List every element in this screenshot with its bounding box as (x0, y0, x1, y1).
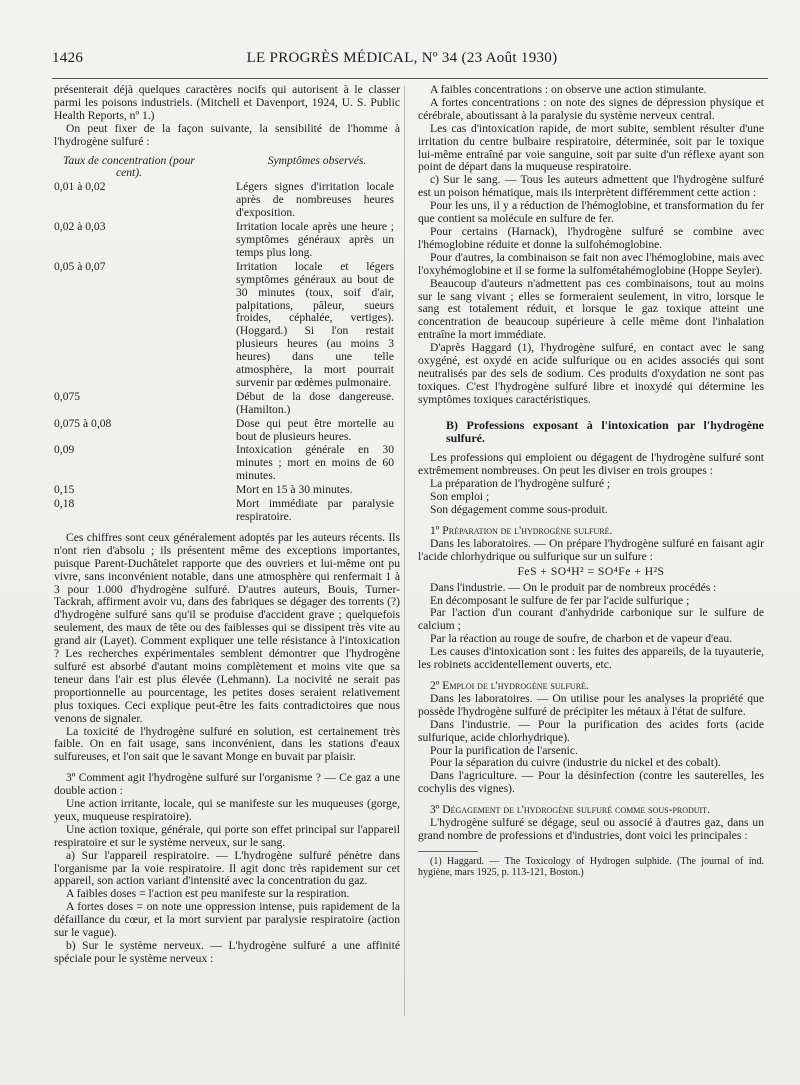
paragraph-fortes-doses: A fortes doses = on note une oppression intense, puis rapidement de la défaillance du cœur, et la mort survient par paralysie respiratoire (action sur le vague). (54, 900, 400, 940)
list-item: Son dégagement comme sous-produit. (430, 503, 608, 517)
symptoms-cell: Irritation locale après une heure ; symptômes généraux après un temps plus long. (236, 220, 394, 259)
symptoms-cell: Intoxication générale en 30 minutes ; mort en moins de 60 minutes. (236, 443, 394, 483)
table-header-concentration: Taux de concentration (pour cent). (63, 153, 195, 180)
table-header-symptoms: Symptômes observés. (267, 153, 367, 167)
table-row (54, 181, 400, 220)
paragraph-seul: L'hydrogène sulfuré se dégage, seul ou associé à d'autres gaz, dans un grand nombre de professions et d'industries, dont voici les principales : (418, 816, 764, 842)
paragraph-faibles-conc: A faibles concentrations : on observe une action stimulante. (430, 83, 707, 96)
paragraph-intro: présenterait déjà quelques caractères nocifs qui autorisent à le classer parmi les poisons industriels. (Mitchell et Davenport, 1924, U. S. Public Health Reports, nº 1.) (54, 83, 400, 122)
table-row (54, 221, 400, 260)
paragraph-arsenic: Pour la purification de l'arsenic. (430, 743, 578, 757)
column-divider (404, 86, 405, 1016)
paragraph-uns: Pour les uns, il y a réduction de l'hémoglobine, et transformation du fer que contient sa molécule en sulfure de fer. (418, 199, 764, 226)
page-number: 1426 (52, 50, 84, 66)
paragraph-agriculture: Dans l'agriculture. — Pour la désinfection (contre les sauterelles, les cochylis des vignes). (418, 769, 764, 796)
list-item: La préparation de l'hydrogène sulfuré ; (430, 477, 611, 491)
paragraph-beaucoup: Beaucoup d'auteurs n'admettent pas ces combinaisons, tout au moins sur le sang vivant ; elles se formeraient seulement, in vitro, lorsque le sang est totalement réduit, et lorsque le gaz toxique atteint une concentration de beaucoup supérieure à celle même dont l'inhalation entraîne la mort immédiate. (418, 276, 764, 342)
paragraph-respiratoire: a) Sur l'appareil respiratoire. — L'hydrogène sulfuré pénètre dans l'organisme par la voie respiratoire. Il agit donc très rapidement sur cet appareil, son action variant d'intensité avec la concentration du gaz. (54, 848, 400, 888)
concentration-cell: 0,01 à 0,02 (54, 180, 106, 194)
toxicity-table (54, 181, 400, 524)
paragraph-sang: c) Sur le sang. — Tous les auteurs admettent que l'hydrogène sulfuré est un poison hématique, mais ils interprètent différemment cette action : (418, 173, 764, 200)
journal-title: LE PROGRÈS MÉDICAL, Nº 34 (23 Août 1930) (246, 50, 558, 66)
table-row (54, 498, 400, 524)
paragraph-causes: Les causes d'intoxication sont : les fuites des appareils, de la tuyauterie, les robinets accidentellement ouverts, etc. (418, 645, 764, 672)
paragraph-fortes-conc: A fortes concentrations : on note des signes de dépression physique et cérébrale, aboutissant à la paralysie du système nerveux central. (418, 95, 764, 122)
table-row (54, 444, 400, 483)
section-heading-3: 3º Comment agit l'hydrogène sulfuré sur l'organisme ? — Ce gaz a une double action : (54, 771, 400, 798)
symptoms-cell: Mort en 15 à 30 minutes. (236, 483, 353, 497)
left-column (54, 84, 400, 966)
table-header (54, 155, 400, 181)
paragraph-irritante: Une action irritante, locale, qui se manifeste sur les muqueuses (gorge, yeux, muqueuse respiratoire). (54, 797, 400, 823)
paragraph-anhydride: Par l'action d'un courant d'anhydride carbonique sur le sulfure de calcium ; (418, 606, 764, 633)
section-heading-b: B) Professions exposant à l'intoxication par l'hydrogène sulfuré. (446, 417, 764, 445)
paragraph-toxicite: La toxicité de l'hydrogène sulfuré en solution, est certainement très faible. On en fait usage, sans inconvénient, dans les stations d'eaux sulfureuses, et l'on sait que le savant Monge en buvait par plaisir. (54, 724, 400, 764)
heading-degagement: 3º Dégagement de l'hydrogène sulfuré comme sous-produit. (430, 803, 711, 817)
list-item: Son emploi ; (430, 490, 490, 504)
header-rule (52, 78, 768, 79)
right-column (418, 84, 764, 879)
paragraph-systeme-nerveux: b) Sur le système nerveux. — L'hydrogène sulfuré a une affinité spéciale pour le système nerveux : (54, 939, 400, 965)
table-row (54, 261, 400, 390)
symptoms-cell: Mort immédiate par paralysie respiratoire. (236, 497, 394, 523)
paragraph-autres: Pour d'autres, la combinaison se fait non avec l'hémoglobine, mais avec l'oxyhémoglobine et il se forme la sulfométahémoglobine (Hoppe Seyler). (418, 250, 764, 277)
concentration-cell: 0,15 (54, 483, 75, 497)
table-row (54, 484, 400, 497)
table-row (54, 418, 400, 444)
symptoms-cell: Début de la dose dangereuse. (Hamilton.) (236, 389, 394, 416)
symptoms-cell: Irritation locale et légers symptômes généraux au bout de 30 minutes (toux, soif d'air, palpitations, pâleur, sueurs froides, céphalée, vertiges). (Hoggard.) Si l'on restait plusieurs heures (au moins 3 heures) dans une telle atmosphère, la mort pourrait survenir par œdèmes pulmonaire. (236, 259, 394, 389)
paragraph-laboratoires: Dans les laboratoires. — On prépare l'hydrogène sulfuré en faisant agir l'acide chlorhydrique ou sulfurique sur un sulfure : (418, 536, 764, 563)
table-row (54, 391, 400, 417)
concentration-cell: 0,075 (54, 389, 81, 403)
paragraph-cas: Les cas d'intoxication rapide, de mort subite, semblent résulter d'une irritation du centre bulbaire respiratoire, déterminée, soit par le toxique lui-même entraîné par voie sanguine, soit par suite d'un réflexe ayant son point de départ dans la muqueuse respiratoire. (418, 121, 764, 174)
paragraph-soufre: Par la réaction au rouge de soufre, de charbon et de vapeur d'eau. (430, 632, 733, 646)
paragraph-toxique: Une action toxique, générale, qui porte son effet principal sur l'appareil respiratoire et sur le système nerveux, sur le sang. (54, 822, 400, 849)
concentration-cell: 0,05 à 0,07 (54, 259, 106, 273)
paragraph-industrie-2: Dans l'industrie. — Pour la purification des acides forts (acide sulfurique, acide chlorhydrique). (418, 717, 764, 744)
chemical-formula: FeS + SO⁴H² = SO⁴Fe + H²S (517, 564, 665, 578)
paragraph-haggard: D'après Haggard (1), l'hydrogène sulfuré, en contact avec le sang oxygéné, est oxydé en acide sulfurique ou en acides associés qui sont neutralisés par des sels de sodium. Ces produits d'oxydation ne sont pas toxiques. C'est l'hydrogène sulfuré libre et inoxydé qui détermine les symptômes toxiques caractéristiques. (418, 341, 764, 406)
concentration-cell: 0,02 à 0,03 (54, 220, 106, 234)
heading-emploi: 2º Emploi de l'hydrogène sulfuré. (430, 678, 589, 692)
concentration-cell: 0,075 à 0,08 (54, 416, 112, 430)
paragraph-cuivre: Pour la séparation du cuivre (industrie du nickel et des cobalt). (430, 756, 721, 770)
paragraph-laboratoires-2: Dans les laboratoires. — On utilise pour les analyses la propriété que possède l'hydrogène sulfuré de précipiter les métaux à l'état de sulfure. (418, 691, 764, 718)
paragraph-certains: Pour certains (Harnack), l'hydrogène sulfuré se combine avec l'hémoglobine réduite et donne la sulfohémoglobine. (418, 224, 764, 251)
paragraph-sensitivity: On peut fixer de la façon suivante, la sensibilité de l'homme à l'hydrogène sulfuré : (54, 121, 400, 148)
footnote: (1) Haggard. — The Toxicology of Hydrogen sulphide. (The journal of ind. hygiène, mars 1925, p. 113-121, Boston.) (418, 855, 764, 879)
concentration-cell: 0,18 (54, 497, 75, 511)
running-head (52, 50, 752, 70)
groups-list (418, 478, 764, 517)
paragraph-decomposant: En décomposant le sulfure de fer par l'acide sulfurique ; (430, 593, 690, 607)
paragraph-chiffres: Ces chiffres sont ceux généralement adoptés par les auteurs récents. Ils n'ont rien d'absolu ; ils présentent même des exceptions importantes, puisque Parent-Duchâtelet rapporte que des ouvriers et lui-même ont pu vivre, sans inconvénient notable, dans une atmosphère qui renfermait 1 à 3 pour 1.000 d'hydrogène sulfuré. D'autres auteurs, Bouis, Turner-Tackrah, affirment avoir vu, dans des fabriques se dégager des torrents (?) d'hydrogène sulfuré sans qu'il se produise d'accident grave ; quelquefois seulement, des maux de tête ou des faiblesses qui se dissipent très vite au grand air (Layet). Comment expliquer une telle résistance à l'intoxication ? Les recherches expérimentales semblent démontrer que l'hydrogène sulfuré est absorbé d'autant moins complètement et moins vite que sa teneur dans l'air est plus élevée (Lehmann). La nocivité ne serait pas proportionnelle au pourcentage, les petites doses seraient relativement plus toxiques. Ceci explique peut-être les faits contradictoires que nous venons de signaler. (54, 530, 400, 725)
symptoms-cell: Légers signes d'irritation locale après de nombreuses heures d'exposition. (236, 180, 394, 220)
paragraph-faibles-doses: A faibles doses = l'action est peu manifeste sur la respiration. (66, 887, 350, 901)
footnote-rule (418, 851, 478, 852)
paragraph-professions: Les professions qui emploient ou dégagent de l'hydrogène sulfuré sont extrêmement nombreuses. On peut les diviser en trois groupes : (418, 451, 764, 478)
concentration-cell: 0,09 (54, 443, 75, 457)
symptoms-cell: Dose qui peut être mortelle au bout de plusieurs heures. (236, 416, 394, 443)
heading-preparation: 1º Préparation de l'hydrogène sulfuré. (430, 524, 613, 537)
paragraph-industrie: Dans l'industrie. — On le produit par de nombreux procédés : (430, 580, 717, 594)
